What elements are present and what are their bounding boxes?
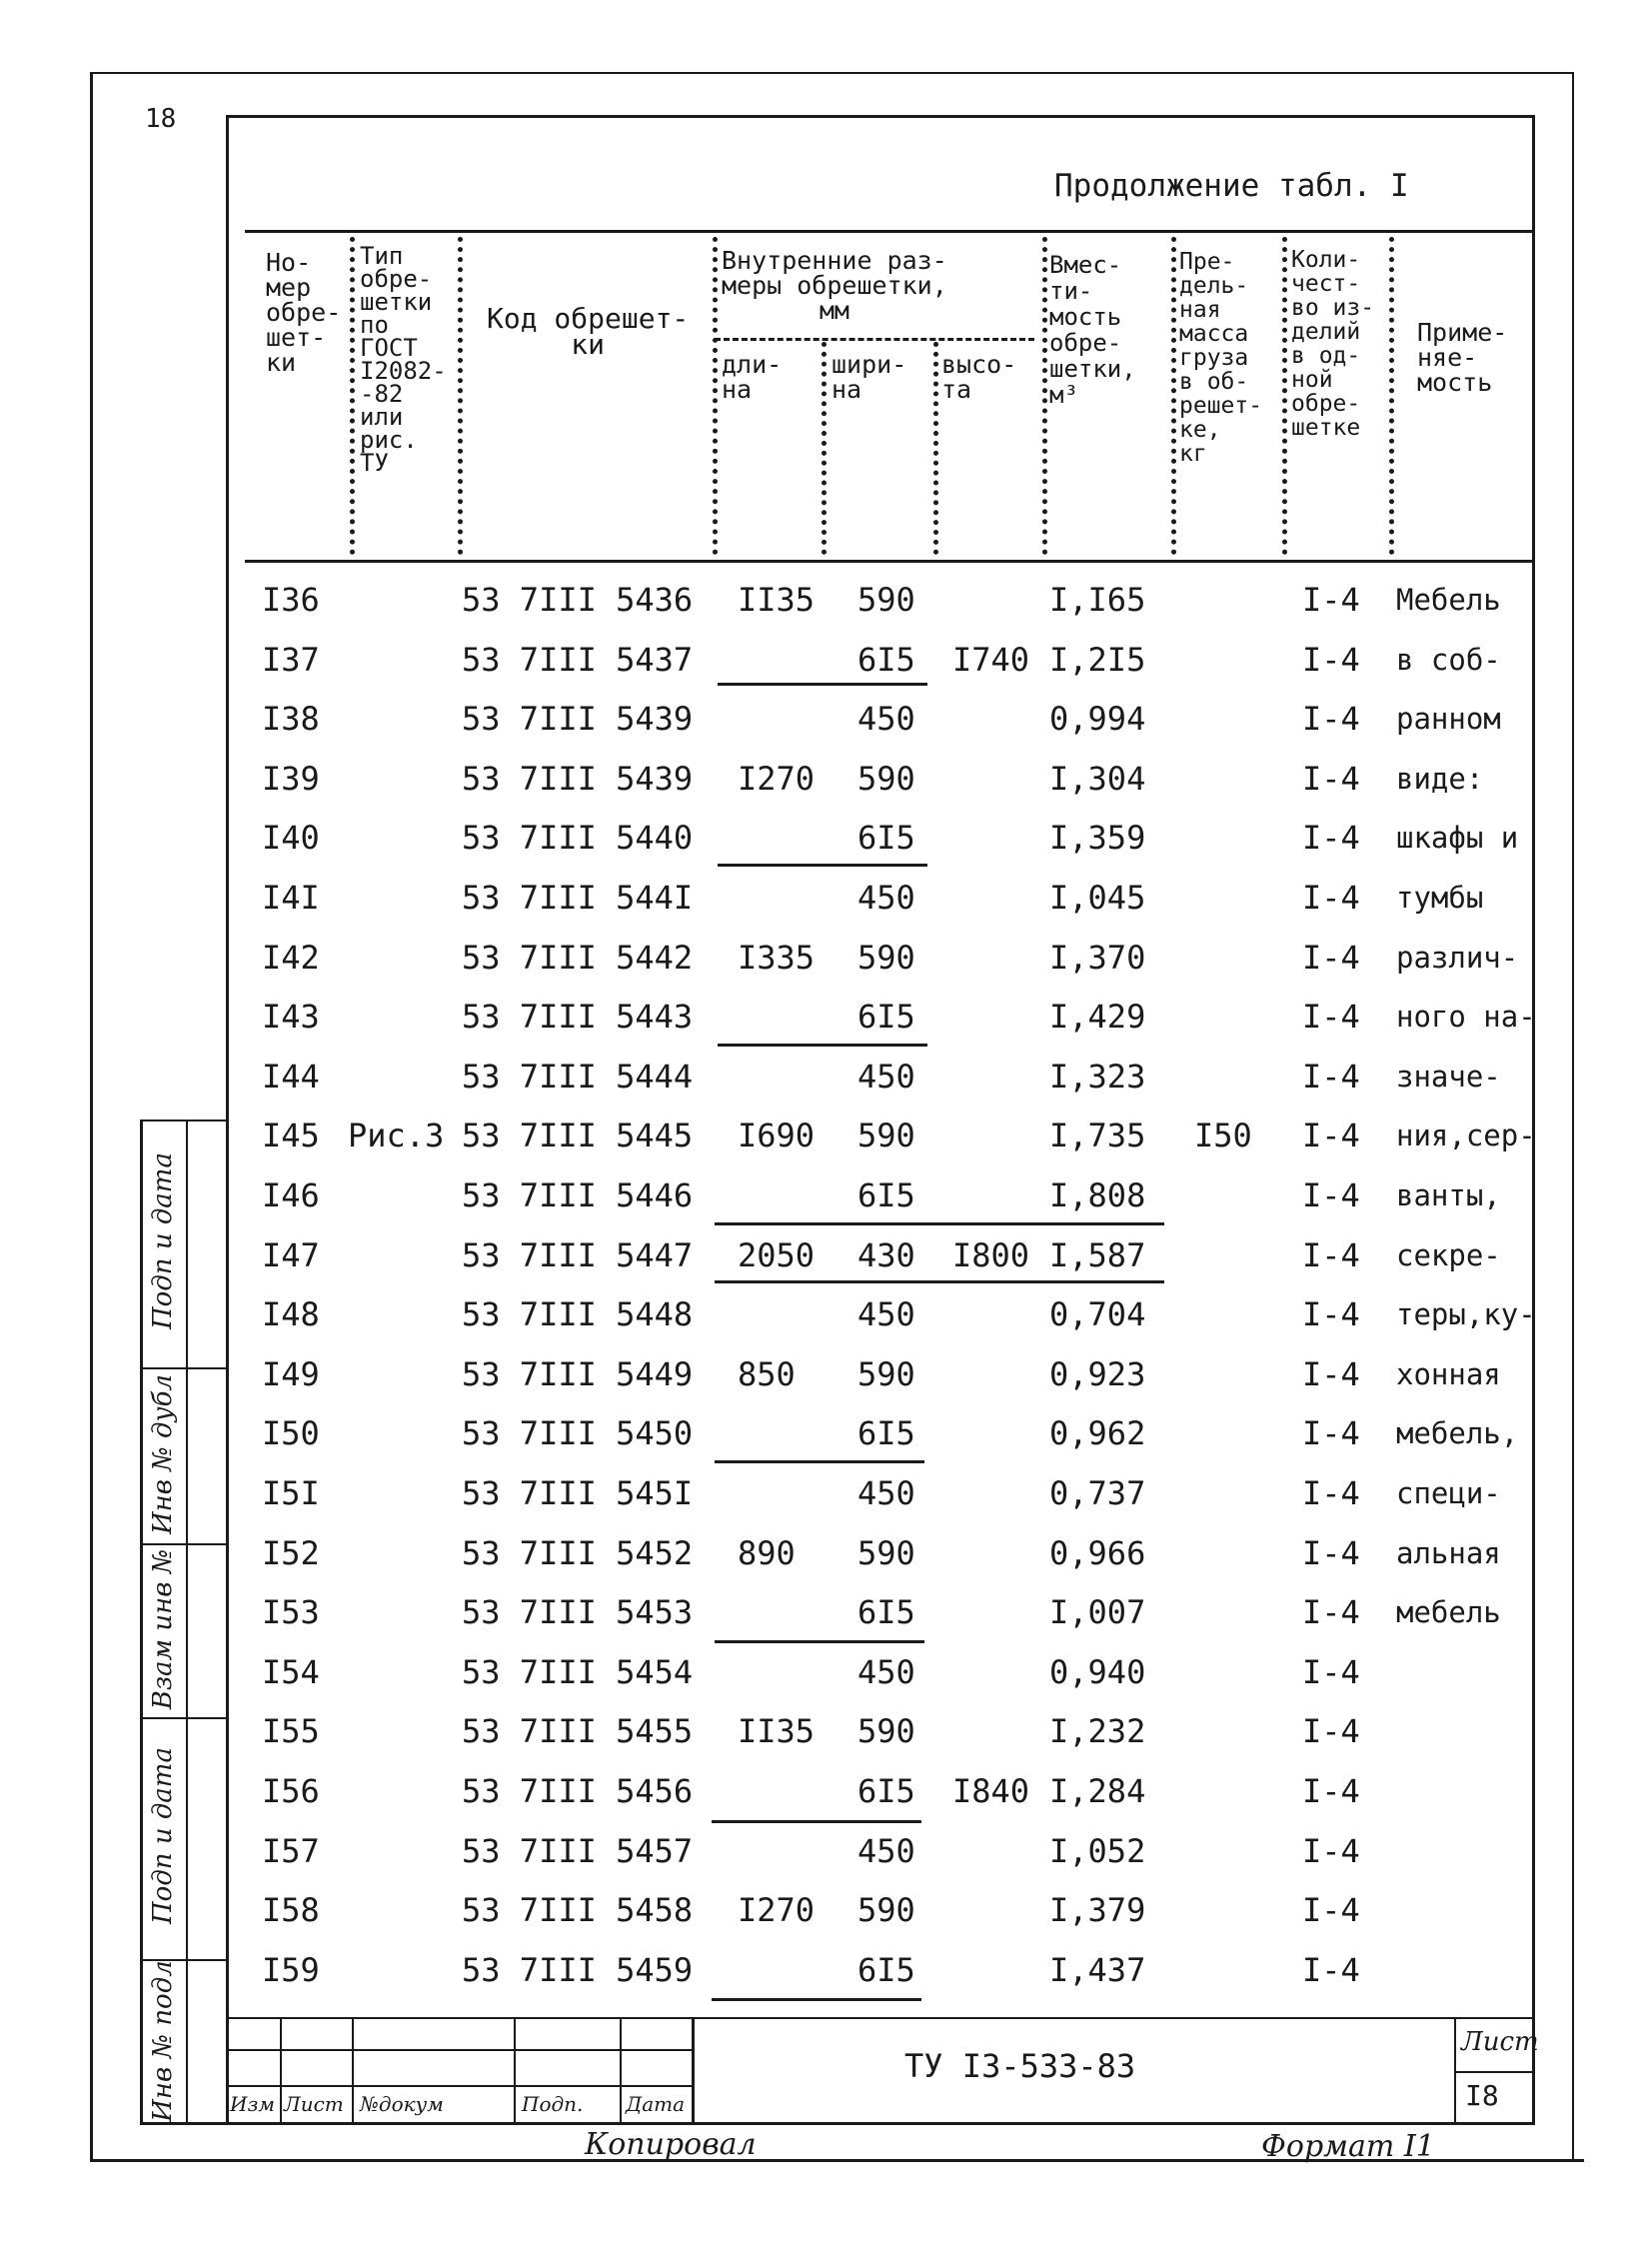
- cell-mass: I50: [1194, 1117, 1252, 1154]
- cell-number: I43: [262, 998, 320, 1036]
- cell-length: I270: [738, 760, 816, 798]
- cell-width: 450: [857, 1474, 915, 1512]
- cell-width: 450: [857, 1058, 915, 1096]
- underline-156-length: [712, 1820, 921, 1823]
- cell-width: 590: [857, 760, 915, 798]
- stamp-col-label-signature: Подп.: [522, 2092, 584, 2116]
- cell-number: I5I: [262, 1474, 320, 1512]
- cell-code: 53 7III 5450: [462, 1414, 694, 1452]
- cell-applicability: теры,ку-: [1396, 1297, 1536, 1331]
- header-length: дли- на: [722, 350, 783, 404]
- side-strip-left: [140, 1120, 143, 2124]
- col-sep-6: [1042, 237, 1047, 555]
- side-label-sign-date-1: Подп и дата: [148, 1152, 178, 1329]
- page-number-corner: 18: [145, 104, 177, 134]
- cell-code: 53 7III 5455: [462, 1712, 694, 1750]
- stamp-col-1: [280, 2017, 282, 2124]
- cell-quantity: I-4: [1302, 1712, 1360, 1750]
- underline-147: [715, 1280, 1164, 1283]
- cell-code: 53 7III 5458: [462, 1891, 694, 1929]
- header-width: шири- на: [831, 350, 907, 404]
- inner-bottom-border: [140, 2122, 1535, 2125]
- cell-applicability: хонная: [1396, 1357, 1501, 1391]
- cell-number: I39: [262, 760, 320, 798]
- underline-146: [715, 1222, 1164, 1225]
- cell-volume: I,I65: [1049, 581, 1146, 619]
- underline-153-length: [715, 1640, 924, 1643]
- header-code: Код обрешет- ки: [487, 302, 690, 361]
- cell-width: 6I5: [857, 819, 915, 857]
- cell-code: 53 7III 5436: [462, 581, 694, 619]
- cell-length: 2050: [738, 1236, 816, 1274]
- cell-number: I37: [262, 641, 320, 679]
- cell-quantity: I-4: [1302, 1236, 1360, 1274]
- cell-volume: I,429: [1049, 998, 1146, 1036]
- cell-width: 450: [857, 879, 915, 917]
- side-sep-3: [140, 1717, 228, 1719]
- cell-volume: I,323: [1049, 1058, 1146, 1096]
- cell-number: I50: [262, 1414, 320, 1452]
- document-code: ТУ I3-533-83: [904, 2047, 1136, 2085]
- cell-quantity: I-4: [1302, 819, 1360, 857]
- stamp-col-label-sheet: Лист: [284, 2092, 344, 2116]
- cell-width: 450: [857, 1295, 915, 1333]
- cell-applicability: альная: [1396, 1536, 1501, 1570]
- cell-volume: I,007: [1049, 1593, 1146, 1631]
- cell-width: 450: [857, 1832, 915, 1870]
- cell-applicability: мебель,: [1396, 1416, 1519, 1450]
- cell-width: 590: [857, 1712, 915, 1750]
- side-strip-mid: [186, 1120, 188, 2124]
- cell-height: I800: [952, 1236, 1030, 1274]
- cell-volume: I,304: [1049, 760, 1146, 798]
- cell-code: 53 7III 5437: [462, 641, 694, 679]
- cell-code: 53 7III 5453: [462, 1593, 694, 1631]
- cell-applicability: специ-: [1396, 1476, 1501, 1510]
- continuation-title: Продолжение табл. I: [1054, 168, 1409, 204]
- cell-number: I44: [262, 1058, 320, 1096]
- col-sep-7: [1171, 237, 1176, 555]
- cell-code: 53 7III 5440: [462, 819, 694, 857]
- cell-quantity: I-4: [1302, 700, 1360, 738]
- cell-volume: 0,737: [1049, 1474, 1146, 1512]
- cell-quantity: I-4: [1302, 760, 1360, 798]
- cell-width: 590: [857, 1534, 915, 1572]
- side-label-sign-date-2: Подп и дата: [148, 1747, 178, 1924]
- cell-width: 6I5: [857, 1772, 915, 1810]
- underline-137-length: [718, 683, 927, 686]
- cell-number: I47: [262, 1236, 320, 1274]
- footer-copied-by: Копировал: [585, 2127, 757, 2162]
- cell-quantity: I-4: [1302, 1058, 1360, 1096]
- cell-number: I57: [262, 1832, 320, 1870]
- cell-volume: I,379: [1049, 1891, 1146, 1929]
- cell-width: 590: [857, 1891, 915, 1929]
- cell-code: 53 7III 5442: [462, 939, 694, 977]
- cell-number: I40: [262, 819, 320, 857]
- cell-volume: I,2I5: [1049, 641, 1146, 679]
- cell-length: 850: [738, 1355, 796, 1393]
- cell-code: 53 7III 544I: [462, 879, 694, 917]
- cell-number: I52: [262, 1534, 320, 1572]
- cell-width: 450: [857, 700, 915, 738]
- cell-applicability: ранном: [1396, 702, 1501, 736]
- stamp-col-3: [514, 2017, 516, 2124]
- cell-quantity: I-4: [1302, 1534, 1360, 1572]
- cell-quantity: I-4: [1302, 1176, 1360, 1214]
- cell-code: 53 7III 5454: [462, 1653, 694, 1691]
- header-inner-dimensions: Внутренние раз- меры обрешетки, мм: [722, 246, 947, 325]
- header-number: Но- мер обре- шет- ки: [266, 248, 342, 377]
- cell-volume: I,232: [1049, 1712, 1146, 1750]
- cell-code: 53 7III 5456: [462, 1772, 694, 1810]
- cell-applicability: виде:: [1396, 762, 1484, 796]
- col-sep-8: [1282, 237, 1287, 555]
- cell-width: 6I5: [857, 1414, 915, 1452]
- cell-width: 590: [857, 581, 915, 619]
- cell-width: 6I5: [857, 1951, 915, 1989]
- cell-volume: 0,962: [1049, 1414, 1146, 1452]
- cell-quantity: I-4: [1302, 581, 1360, 619]
- cell-applicability: в соб-: [1396, 643, 1501, 677]
- cell-quantity: I-4: [1302, 1355, 1360, 1393]
- cell-volume: 0,966: [1049, 1534, 1146, 1572]
- cell-quantity: I-4: [1302, 1474, 1360, 1512]
- cell-quantity: I-4: [1302, 1653, 1360, 1691]
- underline-159-length: [712, 1998, 921, 2001]
- cell-code: 53 7III 545I: [462, 1474, 694, 1512]
- stamp-col-4: [620, 2017, 622, 2124]
- cell-volume: 0,923: [1049, 1355, 1146, 1393]
- cell-number: I42: [262, 939, 320, 977]
- cell-applicability: ния,сер-: [1396, 1119, 1536, 1152]
- cell-code: 53 7III 5439: [462, 760, 694, 798]
- cell-volume: I,052: [1049, 1832, 1146, 1870]
- cell-width: 590: [857, 1355, 915, 1393]
- cell-width: 590: [857, 1117, 915, 1154]
- cell-number: I38: [262, 700, 320, 738]
- stamp-col-label-date: Дата: [626, 2092, 686, 2116]
- cell-code: 53 7III 5447: [462, 1236, 694, 1274]
- cell-quantity: I-4: [1302, 998, 1360, 1036]
- cell-length: II35: [738, 1712, 816, 1750]
- col-sep-5: [933, 342, 938, 555]
- subheader-line: [715, 338, 1034, 341]
- footer-format: Формат I1: [1261, 2129, 1435, 2164]
- cell-number: I54: [262, 1653, 320, 1691]
- cell-applicability: мебель: [1396, 1595, 1501, 1629]
- cell-width: 6I5: [857, 998, 915, 1036]
- side-label-dup-inv: Инв № дубл: [148, 1373, 178, 1535]
- cell-code: 53 7III 5457: [462, 1832, 694, 1870]
- cell-number: I4I: [262, 879, 320, 917]
- side-label-orig-inv: Инв № подл: [148, 1960, 178, 2122]
- cell-number: I46: [262, 1176, 320, 1214]
- header-volume: Вмес- ти- мость обре- шетки, м³: [1049, 251, 1136, 409]
- cell-number: I55: [262, 1712, 320, 1750]
- cell-applicability: различ-: [1396, 941, 1519, 975]
- col-sep-2: [458, 237, 463, 555]
- cell-volume: I,735: [1049, 1117, 1146, 1154]
- cell-code: 53 7III 5446: [462, 1176, 694, 1214]
- cell-type: Рис.3: [348, 1117, 445, 1154]
- cell-width: 430: [857, 1236, 915, 1274]
- cell-width: 6I5: [857, 1176, 915, 1214]
- stamp-mid-line-2: [228, 2085, 693, 2087]
- cell-width: 450: [857, 1653, 915, 1691]
- stamp-col-2: [352, 2017, 354, 2124]
- stamp-mid-line-1: [228, 2049, 693, 2051]
- header-type: Тип обре- шетки по ГОСТ I2082- -82 или рис. ТУ: [360, 242, 447, 477]
- cell-code: 53 7III 5452: [462, 1534, 694, 1572]
- cell-applicability: ного на-: [1396, 1000, 1536, 1034]
- cell-quantity: I-4: [1302, 1891, 1360, 1929]
- cell-length: 890: [738, 1534, 796, 1572]
- side-label-replace-inv: Взам инв №: [148, 1548, 178, 1710]
- sheet-label: Лист: [1461, 2027, 1539, 2057]
- cell-number: I59: [262, 1951, 320, 1989]
- underline-143-length: [718, 1044, 927, 1047]
- cell-code: 53 7III 5443: [462, 998, 694, 1036]
- cell-height: I840: [952, 1772, 1030, 1810]
- cell-height: I740: [952, 641, 1030, 679]
- cell-length: I270: [738, 1891, 816, 1929]
- cell-quantity: I-4: [1302, 1832, 1360, 1870]
- left-border: [90, 72, 93, 2161]
- cell-quantity: I-4: [1302, 879, 1360, 917]
- col-sep-9: [1389, 237, 1394, 555]
- cell-quantity: I-4: [1302, 1117, 1360, 1154]
- col-sep-3: [713, 237, 718, 555]
- top-border: [90, 72, 1574, 74]
- cell-quantity: I-4: [1302, 1772, 1360, 1810]
- cell-length: II35: [738, 581, 816, 619]
- cell-number: I58: [262, 1891, 320, 1929]
- stamp-col-label-docnum: №докум: [360, 2092, 444, 2116]
- cell-applicability: секре-: [1396, 1238, 1501, 1272]
- cell-volume: I,359: [1049, 819, 1146, 857]
- cell-code: 53 7III 5448: [462, 1295, 694, 1333]
- cell-volume: I,808: [1049, 1176, 1146, 1214]
- header-quantity: Коли- чест- во из- делий в од- ной обре- шетке: [1291, 247, 1375, 441]
- cell-code: 53 7III 5449: [462, 1355, 694, 1393]
- cell-applicability: ванты,: [1396, 1178, 1501, 1212]
- cell-quantity: I-4: [1302, 939, 1360, 977]
- header-mass: Пре- дель- ная масса груза в об- решет- ке, кг: [1179, 249, 1263, 467]
- col-sep-4: [822, 342, 826, 555]
- sheet-number: I8: [1465, 2079, 1499, 2112]
- cell-quantity: I-4: [1302, 1414, 1360, 1452]
- cell-volume: I,284: [1049, 1772, 1146, 1810]
- cell-volume: 0,704: [1049, 1295, 1146, 1333]
- header-top-line: [245, 230, 1532, 233]
- cell-number: I53: [262, 1593, 320, 1631]
- cell-volume: 0,940: [1049, 1653, 1146, 1691]
- stamp-col-5: [692, 2017, 695, 2124]
- cell-number: I56: [262, 1772, 320, 1810]
- header-height: высо- та: [941, 350, 1017, 404]
- header-applicability: Приме- няе- мость: [1417, 318, 1508, 397]
- cell-volume: I,587: [1049, 1236, 1146, 1274]
- stamp-top-line: [228, 2017, 1532, 2019]
- cell-number: I49: [262, 1355, 320, 1393]
- cell-code: 53 7III 5439: [462, 700, 694, 738]
- right-border: [1572, 72, 1574, 2161]
- cell-volume: I,370: [1049, 939, 1146, 977]
- underline-150-length: [715, 1460, 924, 1463]
- cell-width: 6I5: [857, 1593, 915, 1631]
- cell-code: 53 7III 5444: [462, 1058, 694, 1096]
- cell-quantity: I-4: [1302, 1593, 1360, 1631]
- cell-number: I36: [262, 581, 320, 619]
- cell-length: I335: [738, 939, 816, 977]
- col-sep-1: [350, 237, 355, 555]
- cell-width: 590: [857, 939, 915, 977]
- underline-140-length: [718, 864, 927, 867]
- cell-width: 6I5: [857, 641, 915, 679]
- cell-quantity: I-4: [1302, 1295, 1360, 1333]
- cell-applicability: тумбы: [1396, 881, 1484, 915]
- cell-code: 53 7III 5445: [462, 1117, 694, 1154]
- inner-top-border: [226, 115, 1535, 118]
- side-strip-top: [140, 1120, 228, 1122]
- header-bottom-line: [245, 560, 1532, 563]
- cell-volume: I,045: [1049, 879, 1146, 917]
- cell-number: I48: [262, 1295, 320, 1333]
- cell-quantity: I-4: [1302, 641, 1360, 679]
- stamp-sheet-line: [1454, 2071, 1532, 2073]
- cell-volume: 0,994: [1049, 700, 1146, 738]
- cell-number: I45: [262, 1117, 320, 1154]
- cell-volume: I,437: [1049, 1951, 1146, 1989]
- cell-length: I690: [738, 1117, 816, 1154]
- stamp-col-label-change: Изм: [230, 2092, 275, 2116]
- cell-code: 53 7III 5459: [462, 1951, 694, 1989]
- cell-applicability: шкафы и: [1396, 821, 1519, 855]
- cell-quantity: I-4: [1302, 1951, 1360, 1989]
- cell-applicability: значе-: [1396, 1060, 1501, 1094]
- cell-applicability: Мебель: [1396, 583, 1501, 617]
